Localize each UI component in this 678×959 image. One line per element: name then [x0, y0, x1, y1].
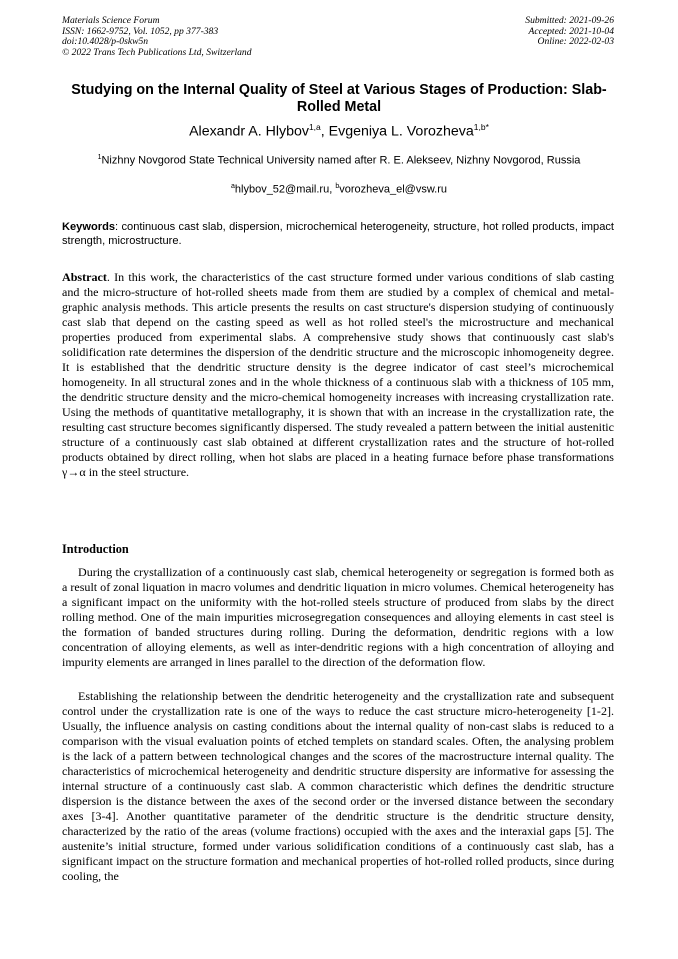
- author-emails: [70, 183, 608, 196]
- email-marker: a: [230, 183, 235, 190]
- accepted-date: Accepted: 2021-10-04: [528, 25, 614, 37]
- dates-info: [525, 16, 614, 48]
- author-separator: ,: [320, 123, 329, 140]
- abstract-text: . In this work, the characteristics of the cast structure formed under various conditions of slab casting and the micro-structure of hot-rolled sheets made from them are studied by a complex of chemical and metal-graphic analysis methods. This article presents the results on cast structure's dispersion studying of continuously cast slab that depend on the casting speed as well as hot rolled steel's the microstructure and mechanical properties produced from experimental slabs. A comprehensive study shows that continuously cast slab's solidification rate determines the dispersion of the dendritic structure and the microscopic inhomogeneity degree. It is established that the dendritic structure density is the degree indicator of cast steel’s microchemical homogeneity. In all structural zones and in the whole thickness of a continuous slab with a thickness of 105 mm, the dendritic structure density and the micro-chemical homogeneity increases with increasing crystallization rate. Using the methods of quantitative metallography, it is shown that with an increase in the crystallization rate, the resulting cast structure becomes significantly dispersed. The study revealed a pattern between the initial austenitic structure of a continuously cast slab obtained at different crystallization rates and the structure of hot-rolled products obtained by direct rolling, when hot slabs are placed in a heating furnace before phase transformations γ→α in the steel structure.: [62, 270, 614, 479]
- author-superscript: 1,b*: [473, 122, 489, 132]
- author-name: Alexandr A. Hlybov: [189, 123, 309, 140]
- section-heading: Introduction: [62, 542, 129, 556]
- journal-name: Materials Science Forum: [62, 15, 160, 26]
- affiliation-text: Nizhny Novgorod State Technical University named after R. E. Alekseev, Nizhny Novgorod, Russia: [101, 154, 581, 167]
- email-link[interactable]: vorozheva_el@vsw.ru: [339, 183, 448, 196]
- author-superscript: 1,a: [308, 122, 321, 132]
- keywords-section: [62, 220, 614, 248]
- keywords-text: : continuous cast slab, dispersion, microchemical heterogeneity, structure, hot rolled products, impact strength, microstructure.: [62, 221, 614, 248]
- keywords-label: Keywords: [62, 221, 116, 233]
- affiliation-marker: 1: [97, 154, 102, 161]
- issn-volume: ISSN: 1662-9752, Vol. 1052, pp 377-383: [62, 25, 219, 37]
- journal-info: [62, 16, 252, 58]
- submitted-date: Submitted: 2021-09-26: [525, 15, 614, 26]
- affiliation: [70, 150, 608, 169]
- journal-header: [62, 16, 614, 58]
- abstract-section: [62, 270, 614, 480]
- email-link[interactable]: hlybov_52@mail.ru,: [234, 183, 336, 196]
- online-date: Online: 2022-02-03: [537, 36, 614, 48]
- body-paragraph: Establishing the relationship between the dendritic heterogeneity and the crystallization rate and subsequent control under the crystallization rate is one of the ways to reduce the cast structure micro-heterogeneity [1-2]. Usually, the influence analysis on casting conditions about the internal quality of non-cast slabs is reduced to a comparison with the visual evaluation points of etched templets on standard scales. Often, the analysing problem is the lack of a pattern between technological changes and the scores of the macrostructure internal quality. The characteristics of microchemical heterogeneity and dendritic structure dispersity are informative for assessing the internal structure of a continuously cast slab. A common characteristic which defines the dendritic structure dispersion is the distance between the axes of the second order or the inversed distance between the secondary axes [3-4]. Another quantitative parameter of the dendritic structure is the dendritic structure density, characterized by the ratio of the areas (volume fractions) occupied with the axes and the interaxial gaps [5]. The austenite’s initial structure, formed under various solidification conditions of a continuously cast slab, has a significant impact on the structure formation and mechanical properties of hot-rolled rolled products, since during cooling, the: [62, 689, 614, 883]
- copyright: © 2022 Trans Tech Publications Ltd, Switzerland: [62, 46, 252, 58]
- author-list: [40, 122, 638, 140]
- body-paragraph: During the crystallization of a continuously cast slab, chemical heterogeneity or segregation is formed both as a result of zonal liquation in macro volumes and dendritic liquation in micro volumes. Chemical heterogeneity has a significant impact on the uniformity with the hot-rolled steels structure of produced from slabs by the direct rolling method. One of the main impurities microsegregation consequences and alloying elements in cast steel is the formation of banded structures during rolling. During the deformation, dendritic regions with a low concentration of alloying elements, as well as inter-dendritic regions with a high concentration of alloying and impurity elements are arranged in lines parallel to the direction of the deformation flow.: [62, 565, 614, 669]
- doi: doi:10.4028/p-0skw5n: [62, 36, 149, 48]
- paper-title: Studying on the Internal Quality of Steel at Various Stages of Production: Slab-Rolled Metal: [71, 82, 607, 115]
- abstract-label: Abstract: [62, 270, 107, 284]
- author-name: Evgeniya L. Vorozheva: [328, 123, 474, 140]
- email-marker: b: [335, 183, 340, 190]
